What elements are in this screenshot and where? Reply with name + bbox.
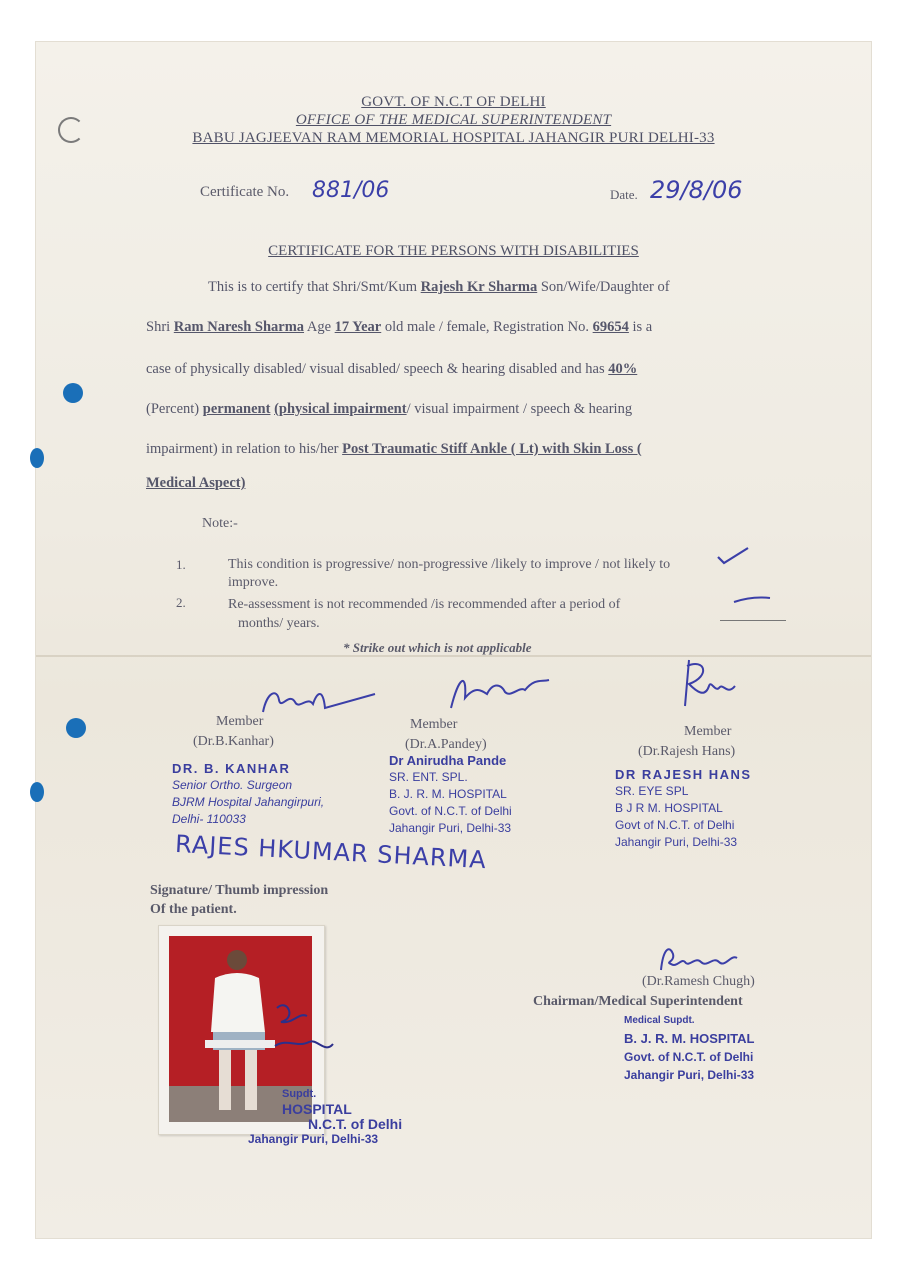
punch-hole-icon [63, 383, 83, 403]
note-label: Note:- [202, 516, 238, 531]
chairman-stamp [624, 1012, 755, 1084]
body-text: old male / female, Registration No. [384, 319, 590, 335]
body-text: case of physically disabled/ visual disabled/ speech & hearing disabled and has [146, 361, 605, 377]
punch-hole-icon [30, 782, 44, 802]
permanent-label: permanent [202, 401, 271, 417]
body-line-2 [146, 320, 791, 335]
certificate-title: CERTIFICATE FOR THE PERSONS WITH DISABILITIES [268, 243, 639, 259]
stamp-line: Senior Ortho. Surgeon [172, 778, 293, 792]
member-1-label: Member [216, 714, 264, 729]
stamp-line: Govt. of N.C.T. of Delhi [389, 804, 512, 818]
member-3-label: Member [684, 724, 732, 739]
note-2-text: Re-assessment is not recommended /is recommended after a period of [228, 597, 621, 612]
blank-line [720, 620, 786, 621]
stamp-line: Govt of N.C.T. of Delhi [615, 818, 735, 832]
punch-hole-icon [66, 718, 86, 738]
body-line-5 [146, 442, 791, 457]
note-2-text-continued: months/ years. [238, 616, 320, 631]
punch-hole-icon [30, 448, 44, 468]
chairman-role: Chairman/Medical Superintendent [533, 994, 743, 1009]
stamp-line: Medical Supdt. [624, 1015, 695, 1026]
header-govt: GOVT. OF N.C.T OF DELHI [361, 94, 546, 110]
body-text: Son/Wife/Daughter of [540, 279, 670, 295]
stamp-line: Supdt. [282, 1088, 317, 1100]
header-hospital: BABU JAGJEEVAN RAM MEMORIAL HOSPITAL JAHANGIR PURI DELHI-33 [192, 130, 715, 146]
body-text: Shri [146, 319, 171, 335]
stamp-line: SR. EYE SPL [615, 784, 689, 798]
stamp-line: N.C.T. of Delhi [308, 1116, 403, 1132]
signature-kanhar-icon [255, 682, 380, 722]
condition-continued: Medical Aspect) [146, 475, 246, 491]
stamp-line: Jahangir Puri, Delhi-33 [248, 1132, 379, 1146]
dash-mark-icon [732, 594, 772, 606]
certificate-number-label: Certificate No. [200, 184, 290, 200]
stamp-line: B J R M. HOSPITAL [615, 801, 723, 815]
member-2-name: (Dr.A.Pandey) [405, 737, 487, 752]
photo-stamp [248, 1087, 403, 1147]
member-2-label: Member [410, 717, 458, 732]
condition: Post Traumatic Stiff Ankle ( Lt) with Skin Loss ( [342, 441, 642, 457]
member-2-stamp [389, 752, 512, 837]
stamp-line: SR. ENT. SPL. [389, 770, 468, 784]
stamp-line: HOSPITAL [282, 1101, 352, 1117]
stamp-line: B. J. R. M. HOSPITAL [389, 787, 507, 801]
note-2-number: 2. [176, 595, 186, 610]
strike-note: * Strike out which is not applicable [343, 640, 532, 655]
stamp-line: Jahangir Puri, Delhi-33 [624, 1068, 755, 1082]
stamp-line: Dr Anirudha Pande [389, 753, 507, 768]
stamp-line: DR RAJESH HANS [615, 767, 752, 782]
disability-percent: 40% [608, 361, 638, 377]
body-text: impairment) in relation to his/her [146, 441, 339, 457]
patient-sig-label-2: Of the patient. [150, 902, 237, 917]
date-label: Date. [610, 187, 638, 202]
body-text: / visual impairment / speech & hearing [406, 401, 633, 417]
father-name: Ram Naresh Sharma [173, 319, 305, 335]
certificate-number-value: 881/06 [312, 178, 390, 203]
member-1-name: (Dr.B.Kanhar) [193, 734, 274, 749]
body-text: (Percent) [146, 401, 200, 417]
stamp-line: BJRM Hospital Jahangirpuri, [172, 795, 325, 809]
body-text: Age [306, 319, 332, 335]
member-3-stamp [615, 766, 752, 851]
member-3-name: (Dr.Rajesh Hans) [638, 744, 736, 759]
note-1-text: This condition is progressive/ non-progressive /likely to improve / not likely to [228, 557, 671, 572]
body-text: is a [632, 319, 653, 335]
stamp-line: Delhi- 110033 [172, 812, 246, 826]
photo-attestation-signature-icon [267, 998, 337, 1068]
age: 17 Year [334, 319, 382, 335]
stamp-line: B. J. R. M. HOSPITAL [624, 1031, 755, 1046]
note-1-text-continued: improve. [228, 575, 279, 590]
stamp-line: DR. B. KANHAR [172, 761, 291, 776]
stamp-line: Jahangir Puri, Delhi-33 [389, 821, 512, 835]
registration-number: 69654 [592, 319, 629, 335]
date-value: 29/8/06 [650, 176, 743, 204]
stamp-line: Govt. of N.C.T. of Delhi [624, 1050, 754, 1064]
header-office: OFFICE OF THE MEDICAL SUPERINTENDENT [295, 112, 612, 128]
signature-pandey-icon [445, 668, 555, 716]
note-1-number: 1. [176, 557, 186, 572]
checkmark-icon [716, 545, 750, 567]
body-line-4 [146, 402, 791, 417]
body-line-3 [146, 362, 791, 377]
patient-sig-label: Signature/ Thumb impression [150, 883, 329, 898]
member-1-stamp [172, 760, 324, 828]
patient-signature: RAJES HKUMAR SHARMA [174, 829, 488, 875]
physical-impairment: (physical impairment [274, 401, 407, 417]
body-text: This is to certify that Shri/Smt/Kum [208, 279, 418, 295]
patient-name: Rajesh Kr Sharma [420, 279, 538, 295]
stamp-line: Jahangir Puri, Delhi-33 [615, 835, 738, 849]
signature-hans-icon [675, 656, 745, 716]
body-line-1 [208, 280, 791, 295]
body-line-6 [146, 476, 791, 491]
chairman-name: (Dr.Ramesh Chugh) [642, 974, 755, 989]
